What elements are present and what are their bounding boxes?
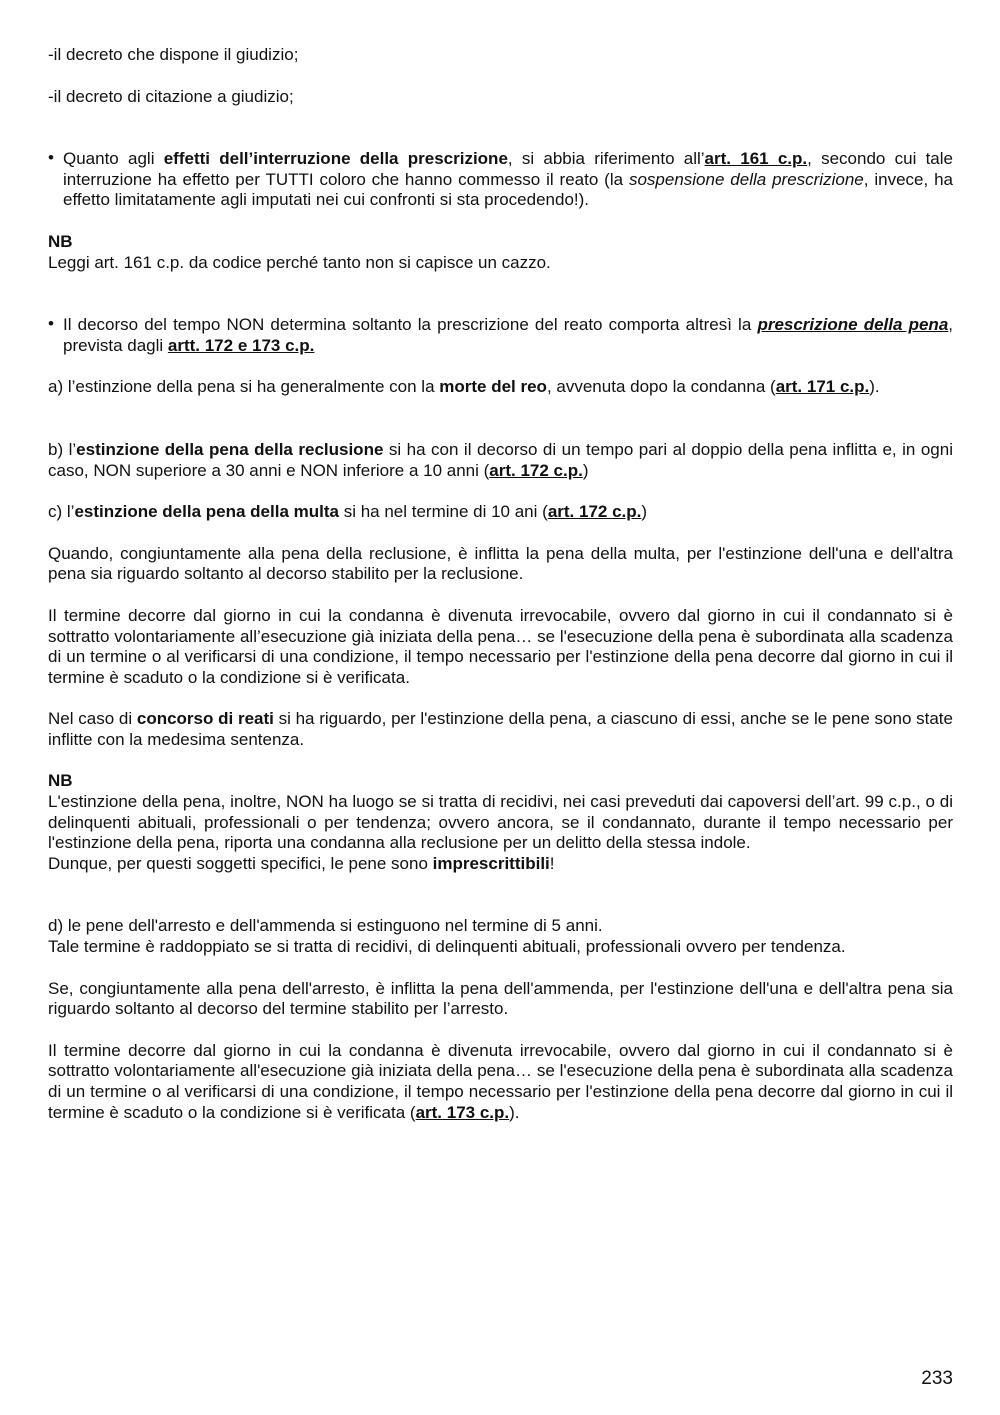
article-reference: art. 161 c.p.: [704, 149, 808, 169]
nb-text: Leggi art. 161 c.p. da codice perché tanto non si capisce un cazzo.: [48, 252, 551, 272]
paragraph-joint-arresto: Se, congiuntamente alla pena dell'arresto, è inflitta la pena dell'ammenda, per l'estinzione dell'una e dell'altra pena sia riguardo soltanto al decorso del termine stabilito per l’arresto.: [48, 978, 953, 1019]
paragraph-term-start: Il termine decorre dal giorno in cui la condanna è divenuta irrevocabile, ovvero dal giorno in cui il condannato si è sottratto volontariamente all’esecuzione già iniziata della pena… se l'esecuzione della pena è subordinata alla scadenza di un termine o al verificarsi di una condizione, il tempo necessario per l'estinzione della pena decorre dal giorno in cui il termine è scaduto o la condizione si è verificata.: [48, 605, 953, 687]
article-reference: art. 172 c.p.: [489, 460, 583, 480]
document-page: [48, 45, 953, 1123]
article-reference: art. 171 c.p.: [775, 377, 870, 397]
nb-text: L'estinzione della pena, inoltre, NON ha luogo se si tratta di recidivi, nei casi preveduti dai capoversi dell’art. 99 c.p., o di delinquenti abituali, professionali o per tendenza; ovvero ancora, se il condannato, durante il tempo necessario per l'estinzione della pena, riporta una condanna alla reclusione per un delitto della stessa indole.: [48, 792, 953, 853]
list-item: -il decreto che dispone il giudizio;: [48, 45, 299, 64]
nb-conclusion: Dunque, per questi soggetti specifici, le pene sono imprescrittibili!: [48, 853, 555, 873]
paragraph-joint-penalties: Quando, congiuntamente alla pena della reclusione, è inflitta la pena della multa, per l'estinzione dell'una e dell'altra pena sia riguardo soltanto al decorso stabilito per la reclusione.: [48, 543, 953, 584]
bullet-icon: •: [48, 148, 54, 168]
bullet-prescrizione-pena: • Il decorso del tempo NON determina soltanto la prescrizione del reato comporta altresì la prescrizione della pena, prevista dagli artt. 172 e 173 c.p.: [48, 314, 954, 355]
page-number: 233: [921, 1368, 953, 1389]
nb-heading: NB: [48, 771, 73, 791]
paragraph-c: c) l’estinzione della pena della multa si ha nel termine di 10 ani (art. 172 c.p.): [48, 502, 648, 522]
article-reference: art. 172 c.p.: [547, 502, 642, 522]
paragraph-term-start-arresto: Il termine decorre dal giorno in cui la condanna è divenuta irrevocabile, ovvero dal giorno in cui il condannato si è sottratto volontariamente all'esecuzione già iniziata della pena… se l'esecuzione della pena è subordinata alla scadenza di un termine o al verificarsi di una condizione, il tempo necessario per l'estinzione della pena decorre dal giorno in cui il termine è scaduto o la condizione si è verificata (art. 173 c.p.).: [48, 1040, 953, 1122]
term-reference: prescrizione della pena: [757, 315, 949, 335]
paragraph-d-continued: Tale termine è raddoppiato se si tratta di recidivi, di delinquenti abituali, professionali ovvero per tendenza.: [48, 937, 846, 957]
list-item: -il decreto di citazione a giudizio;: [48, 86, 294, 106]
bullet-interruzione: • Quanto agli effetti dell’interruzione della prescrizione, si abbia riferimento all’art. 161 c.p., secondo cui tale interruzione ha effetto per TUTTI coloro che hanno commesso il reato (la sospensione della prescrizione, invece, ha effetto limitatamente agli imputati nei cui confronti si sta procedendo!).: [48, 148, 953, 210]
paragraph-d: d) le pene dell'arresto e dell'ammenda si estinguono nel termine di 5 anni.: [48, 916, 603, 936]
paragraph-b: b) l’estinzione della pena della reclusione si ha con il decorso di un tempo pari al doppio della pena inflitta e, in ogni caso, NON superiore a 30 anni e NON inferiore a 10 anni (art. 172 c.p.): [48, 439, 953, 480]
article-reference: art. 173 c.p.: [415, 1102, 510, 1122]
paragraph-concorso: Nel caso di concorso di reati si ha riguardo, per l'estinzione della pena, a ciascuno di essi, anche se le pene sono state inflitte con la medesima sentenza.: [48, 709, 953, 749]
paragraph-a: a) l’estinzione della pena si ha generalmente con la morte del reo, avvenuta dopo la condanna (art. 171 c.p.).: [48, 377, 880, 397]
nb-heading: NB: [48, 231, 73, 251]
article-reference: artt. 172 e 173 c.p.: [167, 335, 315, 355]
bullet-icon: •: [48, 314, 54, 334]
